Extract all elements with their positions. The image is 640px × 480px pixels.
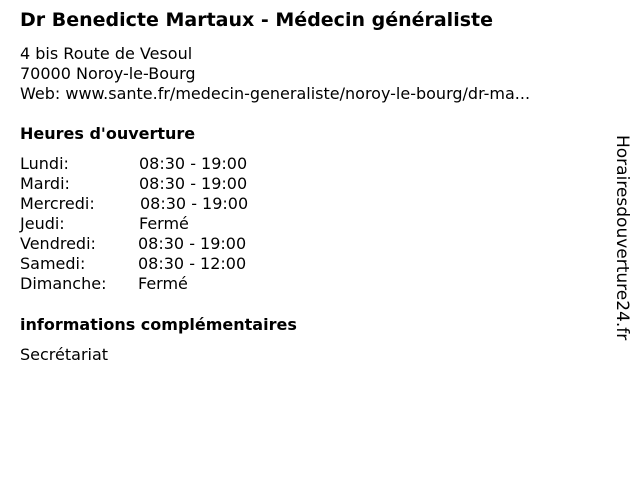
hours-value: 08:30 - 19:00	[139, 154, 248, 173]
day-label: Dimanche:	[20, 274, 107, 293]
hours-value: Fermé	[139, 214, 189, 233]
hours-row-saturday	[20, 254, 320, 274]
address-street: 4 bis Route de Vesoul	[20, 44, 193, 63]
day-label: Mardi:	[20, 174, 70, 193]
additional-info-heading: informations complémentaires	[20, 315, 297, 334]
hours-row-wednesday	[20, 194, 320, 214]
hours-row-thursday	[20, 214, 320, 234]
day-label: Lundi:	[20, 154, 69, 173]
hours-row-monday	[20, 154, 320, 174]
day-label: Mercredi:	[20, 194, 95, 213]
opening-hours-table	[20, 154, 320, 294]
day-label: Jeudi:	[20, 214, 65, 233]
day-label: Samedi:	[20, 254, 86, 273]
hours-row-sunday	[20, 274, 320, 294]
hours-row-friday	[20, 234, 320, 254]
hours-value: Fermé	[138, 274, 188, 293]
hours-value: 08:30 - 19:00	[138, 234, 247, 253]
page-title: Dr Benedicte Martaux - Médecin généraliste	[20, 9, 493, 31]
website-link[interactable]: Web: www.sante.fr/medecin-generaliste/noroy-le-bourg/dr-ma...	[20, 84, 531, 103]
hours-row-tuesday	[20, 174, 320, 194]
opening-hours-heading: Heures d'ouverture	[20, 124, 196, 143]
site-watermark: Horairesdouverture24.fr	[612, 135, 632, 341]
hours-value: 08:30 - 12:00	[138, 254, 247, 273]
day-label: Vendredi:	[20, 234, 96, 253]
hours-value: 08:30 - 19:00	[139, 174, 248, 193]
address-block	[20, 44, 530, 104]
additional-info-text: Secrétariat	[20, 345, 109, 364]
hours-value: 08:30 - 19:00	[140, 194, 249, 213]
address-city: 70000 Noroy-le-Bourg	[20, 64, 196, 83]
